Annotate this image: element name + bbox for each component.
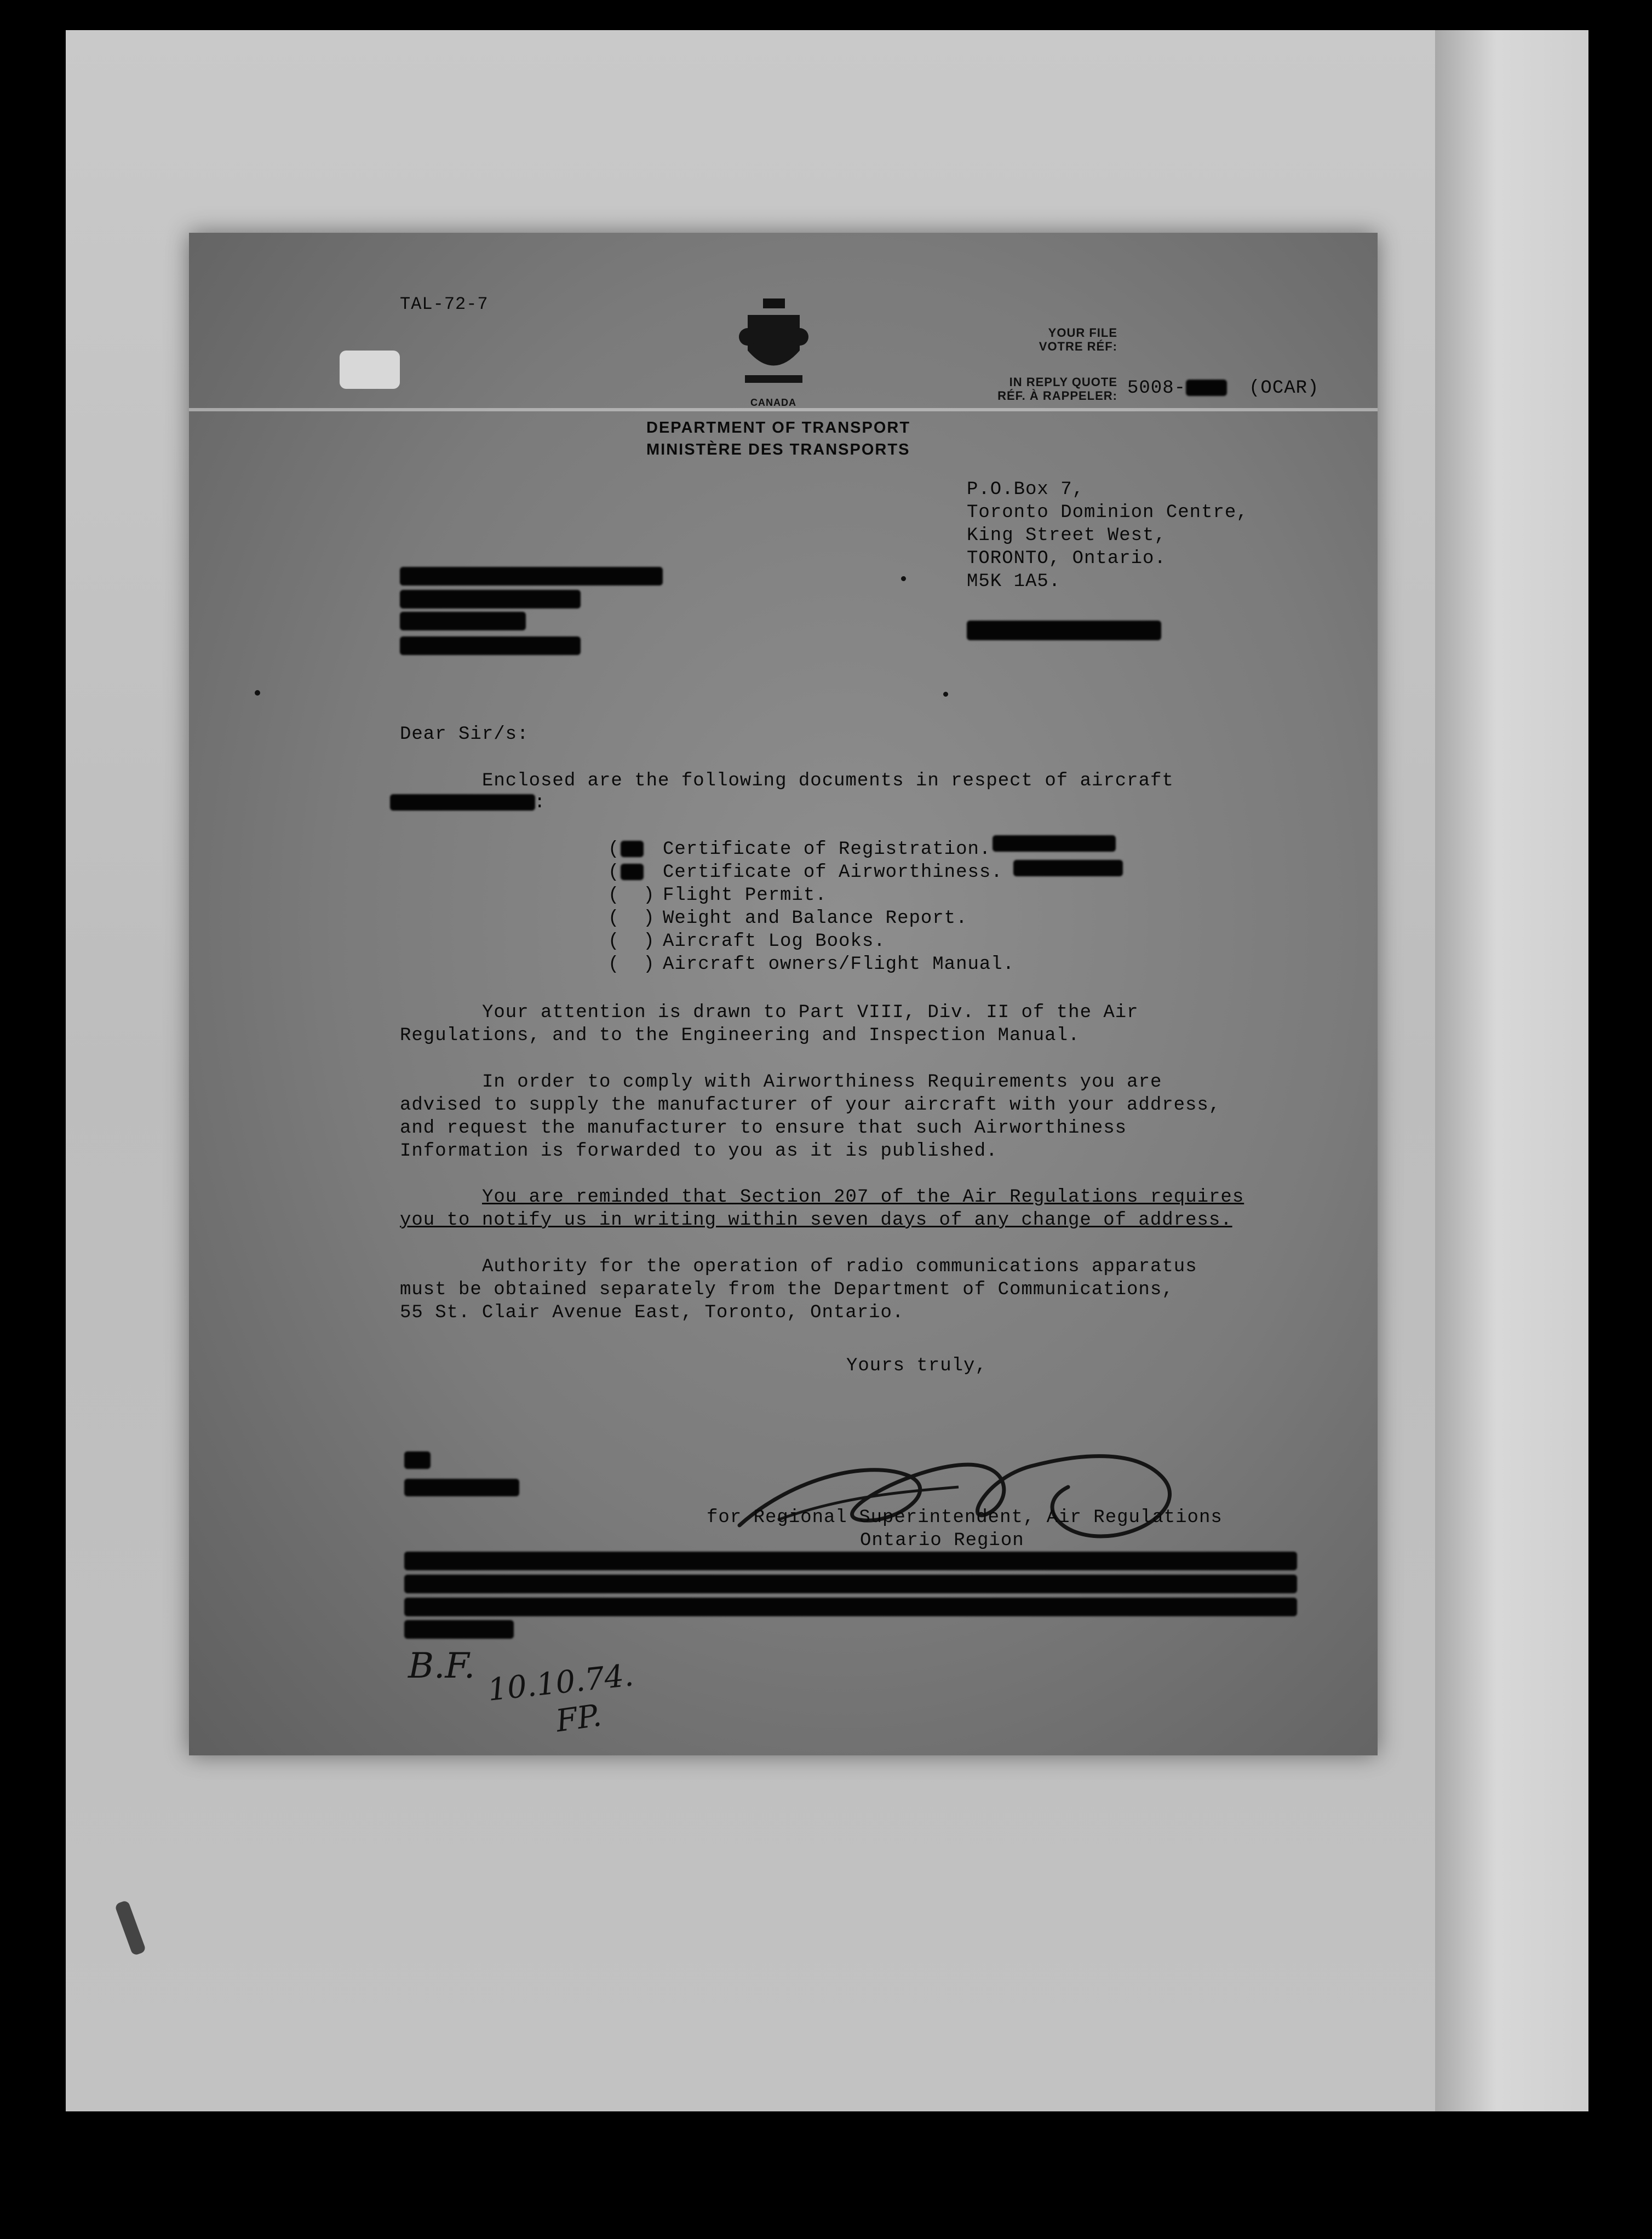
doc-mark-6: ( ) xyxy=(608,954,655,975)
intro-line: Enclosed are the following documents in respect of aircraft xyxy=(482,771,1174,791)
redacted-ref xyxy=(1186,380,1227,396)
doc-label-6: Aircraft owners/Flight Manual. xyxy=(663,954,1015,975)
redacted-check-2 xyxy=(621,864,644,880)
para1-line-1: Your attention is drawn to Part VIII, Div. II of the Air xyxy=(482,1002,1139,1023)
doc-label-4: Weight and Balance Report. xyxy=(663,908,968,929)
reply-quote-label-fr: RÉF. À RAPPELER: xyxy=(997,389,1117,403)
address-line-2: Toronto Dominion Centre, xyxy=(967,502,1248,523)
handwritten-initials-2: FP. xyxy=(553,1697,604,1739)
para2-line-2: advised to supply the manufacturer of your aircraft with your address, xyxy=(400,1095,1221,1116)
redacted-footnote-line-4 xyxy=(404,1620,514,1639)
department-name-fr: MINISTÈRE DES TRANSPORTS xyxy=(646,441,910,458)
address-line-1: P.O.Box 7, xyxy=(967,479,1085,500)
dust-speck xyxy=(255,690,260,696)
canada-crest-icon xyxy=(737,298,811,392)
handwritten-initials: B.F. xyxy=(408,1646,475,1686)
reply-reference xyxy=(1127,377,1319,400)
doc-label-5: Aircraft Log Books. xyxy=(663,931,886,952)
redacted-footnote-line-1 xyxy=(404,1552,1297,1570)
para3-line-1: You are reminded that Section 207 of the Air Regulations requires xyxy=(482,1187,1244,1208)
redacted-recipient-line-2 xyxy=(400,590,581,608)
redacted-recipient-line-3 xyxy=(400,612,526,630)
address-line-4: TORONTO, Ontario. xyxy=(967,548,1166,569)
address-line-3: King Street West, xyxy=(967,525,1166,546)
redacted-initials-2 xyxy=(404,1479,519,1496)
doc-mark-1: ( xyxy=(608,839,620,860)
doc-mark-2: ( xyxy=(608,862,620,883)
redacted-footnote-line-2 xyxy=(404,1575,1297,1593)
para2-line-3: and request the manufacturer to ensure that such Airworthiness xyxy=(400,1118,1127,1139)
reply-quote-label-en: IN REPLY QUOTE xyxy=(1009,375,1117,389)
doc-label-1: Certificate of Registration. xyxy=(663,839,991,860)
doc-label-2: Certificate of Airworthiness. xyxy=(663,862,1003,883)
salutation: Dear Sir/s: xyxy=(400,724,529,745)
para2-line-4: Information is forwarded to you as it is published. xyxy=(400,1141,998,1162)
para4-line-1: Authority for the operation of radio communications apparatus xyxy=(482,1256,1197,1277)
para4-line-3: 55 St. Clair Avenue East, Toronto, Ontario. xyxy=(400,1302,904,1323)
tape-mark xyxy=(340,351,400,389)
address-line-5: M5K 1A5. xyxy=(967,571,1061,592)
doc-mark-4: ( ) xyxy=(608,908,655,929)
redacted-aircraft-mark xyxy=(390,794,535,811)
dust-speck xyxy=(943,692,948,697)
para2-line-1: In order to comply with Airworthiness Requirements you are xyxy=(482,1072,1162,1093)
redacted-recipient-line-4 xyxy=(400,636,581,655)
department-name-en: DEPARTMENT OF TRANSPORT xyxy=(646,419,911,437)
redacted-recipient-line-1 xyxy=(400,567,663,585)
redacted-initials-1 xyxy=(404,1451,431,1469)
signature-line-1: for Regional Superintendent, Air Regulations xyxy=(707,1507,1223,1528)
reply-ref-suffix: (OCAR) xyxy=(1249,378,1320,399)
your-file-label-fr: VOTRE RÉF: xyxy=(1039,340,1117,353)
file-code: TAL-72-7 xyxy=(400,294,489,314)
para4-line-2: must be obtained separately from the Department of Communications, xyxy=(400,1279,1174,1300)
redacted-footnote-line-3 xyxy=(404,1598,1297,1616)
para3-line-2: you to notify us in writing within seven days of any change of address. xyxy=(400,1210,1232,1231)
reply-ref-prefix: 5008- xyxy=(1127,378,1186,399)
redacted-date xyxy=(967,621,1161,640)
para1-line-2: Regulations, and to the Engineering and Inspection Manual. xyxy=(400,1025,1080,1046)
doc-mark-3: ( ) xyxy=(608,885,655,906)
film-edge-strip xyxy=(1435,30,1588,2111)
redacted-note-1 xyxy=(993,835,1116,852)
dust-speck xyxy=(901,576,906,581)
your-file-label-en: YOUR FILE xyxy=(1048,326,1117,340)
intro-colon: : xyxy=(534,793,546,813)
redacted-check-1 xyxy=(621,841,644,857)
doc-mark-5: ( ) xyxy=(608,931,655,952)
handwritten-date: 10.10.74. xyxy=(486,1657,635,1708)
signature-line-2: Ontario Region xyxy=(860,1530,1024,1551)
crest-label: CANADA xyxy=(750,397,796,408)
redacted-note-2 xyxy=(1013,860,1123,876)
doc-label-3: Flight Permit. xyxy=(663,885,827,906)
closing: Yours truly, xyxy=(846,1356,987,1376)
